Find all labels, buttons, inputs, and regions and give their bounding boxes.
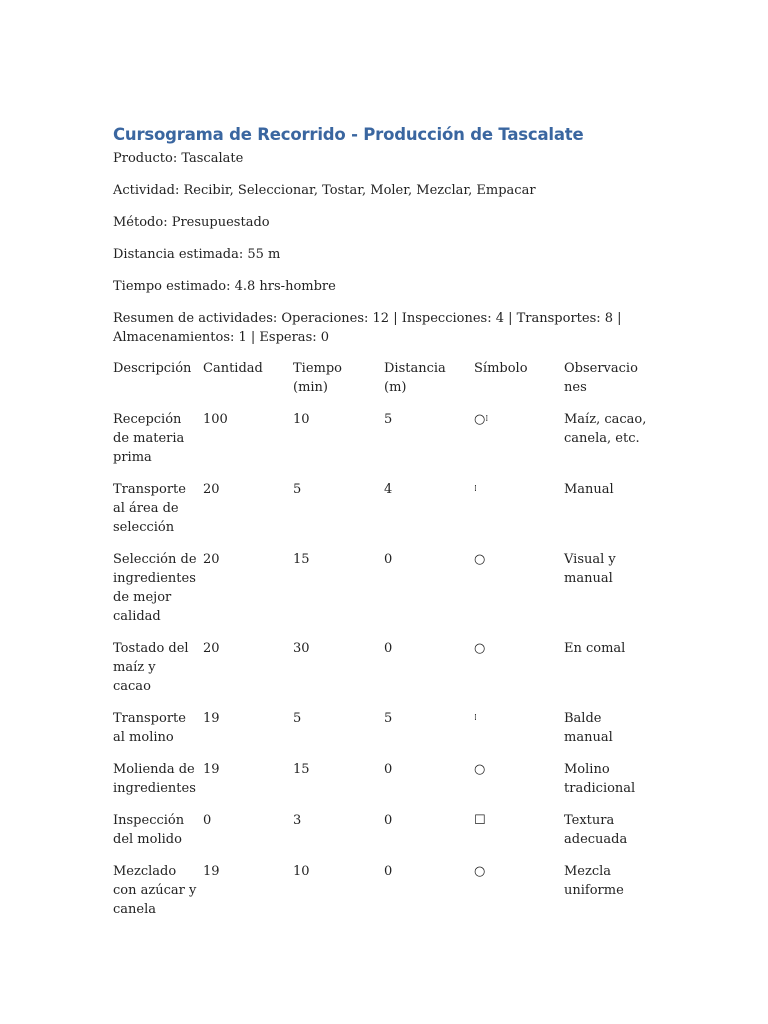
operation-symbol-icon: ○ xyxy=(474,412,486,427)
table-row xyxy=(113,862,658,932)
cell-quantity: 20 xyxy=(203,552,220,567)
table-row xyxy=(113,709,658,760)
table-header-row xyxy=(113,359,658,410)
cell-time: 10 xyxy=(293,412,310,427)
table-row xyxy=(113,760,658,811)
product-line: Producto: Tascalate xyxy=(113,151,244,166)
cell-observations: Maíz, cacao, canela, etc. xyxy=(564,412,647,446)
transport-symbol-icon: ⁞ xyxy=(474,713,477,723)
operation-symbol-icon: ○ xyxy=(474,641,486,656)
cell-distance: 0 xyxy=(384,641,393,656)
flow-chart-table xyxy=(113,359,658,932)
cell-symbol xyxy=(474,760,564,811)
cell-distance: 5 xyxy=(384,412,393,427)
header-distance: Distancia (m) xyxy=(384,361,446,395)
cell-description: Transporte al molino xyxy=(113,711,186,745)
cell-description: Molienda de ingredientes xyxy=(113,762,196,796)
cell-observations: Textura adecuada xyxy=(564,813,628,847)
cell-time: 5 xyxy=(293,482,302,497)
inspection-symbol-icon: ☐ xyxy=(474,813,486,828)
operation-symbol-icon: ○ xyxy=(474,552,486,567)
cell-symbol xyxy=(474,550,564,639)
cell-symbol xyxy=(474,480,564,550)
cell-distance: 0 xyxy=(384,864,393,879)
cell-description: Mezclado con azúcar y canela xyxy=(113,864,197,917)
cell-observations: Visual y manual xyxy=(564,552,616,586)
activity-summary: Resumen de actividades: Operaciones: 12 | Inspecciones: 4 | Transportes: 8 | Almacenamientos: 1 | Esperas: 0 xyxy=(113,311,622,345)
transport-symbol-icon: ⁞ xyxy=(485,414,489,424)
cell-observations: Manual xyxy=(564,482,614,497)
cell-symbol xyxy=(474,811,564,862)
header-time: Tiempo (min) xyxy=(293,361,342,395)
method-line: Método: Presupuestado xyxy=(113,215,270,230)
cell-time: 15 xyxy=(293,552,310,567)
header-description: Descripción xyxy=(113,361,192,376)
cell-observations: Molino tradicional xyxy=(564,762,636,796)
table-row xyxy=(113,811,658,862)
header-observations: Observaciones xyxy=(564,361,638,395)
cell-time: 10 xyxy=(293,864,310,879)
transport-symbol-icon: ⁞ xyxy=(474,484,477,494)
operation-symbol-icon: ○ xyxy=(474,762,486,777)
table-row xyxy=(113,480,658,550)
cell-quantity: 19 xyxy=(203,864,220,879)
table-row xyxy=(113,550,658,639)
cell-distance: 0 xyxy=(384,762,393,777)
cell-time: 3 xyxy=(293,813,302,828)
cell-symbol xyxy=(474,709,564,760)
cell-distance: 0 xyxy=(384,552,393,567)
cell-distance: 5 xyxy=(384,711,393,726)
distance-line: Distancia estimada: 55 m xyxy=(113,247,281,262)
cell-time: 5 xyxy=(293,711,302,726)
cell-quantity: 0 xyxy=(203,813,212,828)
cell-quantity: 20 xyxy=(203,482,220,497)
cell-description: Inspección del molido xyxy=(113,813,185,847)
header-quantity: Cantidad xyxy=(203,361,263,376)
cell-quantity: 100 xyxy=(203,412,228,427)
document-title: Cursograma de Recorrido - Producción de Tascalate xyxy=(113,125,584,144)
cell-time: 15 xyxy=(293,762,310,777)
cell-description: Transporte al área de selección xyxy=(113,482,186,535)
cell-description: Tostado del maíz y cacao xyxy=(113,641,189,694)
cell-symbol xyxy=(474,639,564,709)
table-row xyxy=(113,410,658,480)
cell-quantity: 19 xyxy=(203,711,220,726)
cell-observations: Mezcla uniforme xyxy=(564,864,624,898)
cell-symbol xyxy=(474,410,564,480)
cell-quantity: 20 xyxy=(203,641,220,656)
cell-symbol xyxy=(474,862,564,932)
cell-observations: Balde manual xyxy=(564,711,613,745)
cell-description: Selección de ingredientes de mejor calidad xyxy=(113,552,197,624)
table-row xyxy=(113,639,658,709)
header-symbol: Símbolo xyxy=(474,361,528,376)
activity-line: Actividad: Recibir, Seleccionar, Tostar, Moler, Mezclar, Empacar xyxy=(113,183,536,198)
cell-observations: En comal xyxy=(564,641,626,656)
cell-distance: 0 xyxy=(384,813,393,828)
operation-symbol-icon: ○ xyxy=(474,864,486,879)
cell-distance: 4 xyxy=(384,482,393,497)
cell-quantity: 19 xyxy=(203,762,220,777)
cell-description: Recepción de materia prima xyxy=(113,412,185,465)
cell-time: 30 xyxy=(293,641,310,656)
time-line: Tiempo estimado: 4.8 hrs-hombre xyxy=(113,279,336,294)
document-page xyxy=(113,124,658,932)
